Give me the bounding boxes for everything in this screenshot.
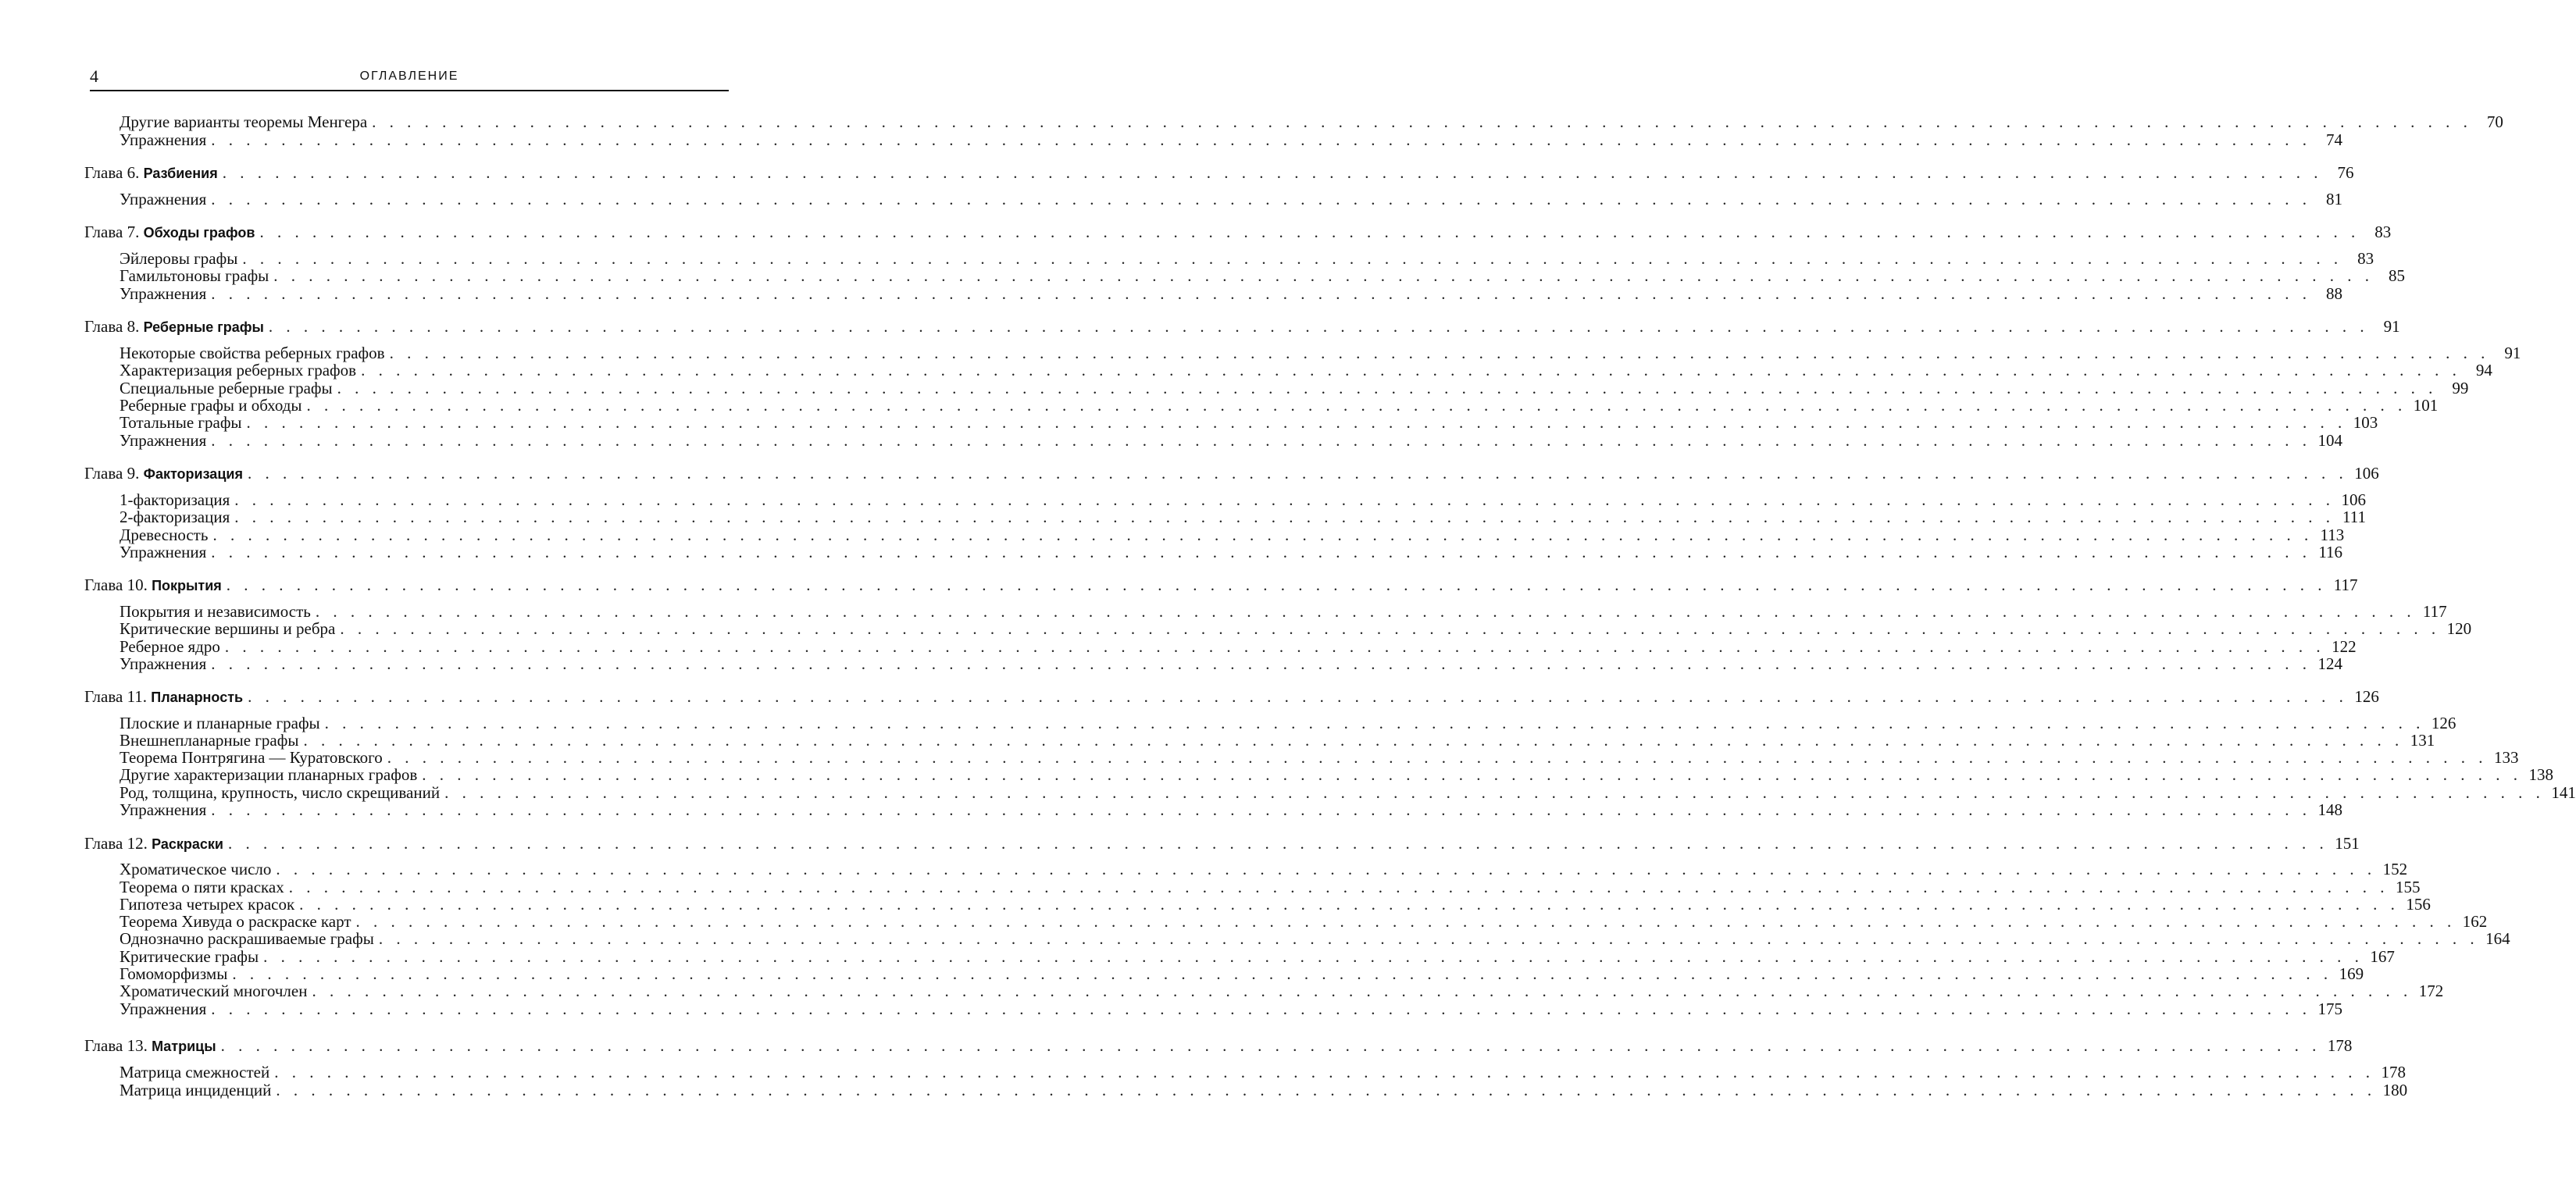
toc-section-entry (120, 1081, 2408, 1099)
dot-leader: . . . . . . . . . . . . . . . . . . . . . . . . . . . . . . . . . . . . . . . . . . . . . . . . . . . . . . . . . . . . . . . . . . . . . . . . . . . . . . . . . . . . . . . . . . . . . . . . . . . . . . . . . . . . . . . . . . . . . . . . (226, 575, 2327, 594)
toc-entry-label: Упражнения (120, 654, 207, 673)
toc-page-number: 178 (2327, 1036, 2353, 1055)
toc-section-entry (120, 783, 2576, 802)
toc-entry-label: Теорема Хивуда о раскраске карт (120, 912, 351, 931)
toc-section-entry (120, 344, 2521, 362)
toc-section-entry (120, 860, 2408, 878)
toc-page-number: 70 (2486, 112, 2503, 131)
toc-entry-label: Упражнения (120, 190, 207, 208)
chapter-prefix: Глава 11. (84, 687, 148, 706)
dot-leader: . . . . . . . . . . . . . . . . . . . . . . . . . . . . . . . . . . . . . . . . . . . . . . . . . . . . . . . . . . . . . . . . . . . . . . . . . . . . . . . . . . . . . . . . . . . . . . . . . . . . . . . . . . . . . . . . . . . . . . . . (315, 602, 2416, 621)
dot-leader: . . . . . . . . . . . . . . . . . . . . . . . . . . . . . . . . . . . . . . . . . . . . . . . . . . . . . . . . . . . . . . . . . . . . . . . . . . . . . . . . . . . . . . . . . . . . . . . . . . . . . . . . . . . . . . . . . . . . . . . . (211, 543, 2312, 561)
chapter-title: Раскраски (152, 836, 223, 852)
dot-leader: . . . . . . . . . . . . . . . . . . . . . . . . . . . . . . . . . . . . . . . . . . . . . . . . . . . . . . . . . . . . . . . . . . . . . . . . . . . . . . . . . . . . . . . . . . . . . . . . . . . . . . . . . . . . . . . . . . . . . . . . (276, 1081, 2377, 1099)
toc-section-entry (120, 895, 2431, 914)
dot-leader: . . . . . . . . . . . . . . . . . . . . . . . . . . . . . . . . . . . . . . . . . . . . . . . . . . . . . . . . . . . . . . . . . . . . . . . . . . . . . . . . . . . . . . . . . . . . . . . . . . . . . . . . . . . . . . . . . . . . . . . . (378, 929, 2479, 948)
toc-entry-label: Внешнепланарные графы (120, 731, 299, 750)
toc-page-number: 124 (2317, 654, 2343, 673)
toc-entry-label: Характеризация реберных графов (120, 361, 357, 379)
toc-entry-label: Хроматический многочлен (120, 982, 308, 1000)
toc-section-entry (120, 490, 2366, 509)
toc-page-number: 94 (2475, 361, 2492, 379)
dot-leader: . . . . . . . . . . . . . . . . . . . . . . . . . . . . . . . . . . . . . . . . . . . . . . . . . . . . . . . . . . . . . . . . . . . . . . . . . . . . . . . . . . . . . . . . . . . . . . . . . . . . . . . . . . . . . . . . . . . . . . . . (227, 834, 2328, 853)
dot-leader: . . . . . . . . . . . . . . . . . . . . . . . . . . . . . . . . . . . . . . . . . . . . . . . . . . . . . . . . . . . . . . . . . . . . . . . . . . . . . . . . . . . . . . . . . . . . . . . . . . . . . . . . . . . . . . . . . . . . . . . . (303, 731, 2404, 750)
dot-leader: . . . . . . . . . . . . . . . . . . . . . . . . . . . . . . . . . . . . . . . . . . . . . . . . . . . . . . . . . . . . . . . . . . . . . . . . . . . . . . . . . . . . . . . . . . . . . . . . . . . . . . . . . . . . . . . . . . . . . . . . (340, 619, 2441, 638)
dot-leader: . . . . . . . . . . . . . . . . . . . . . . . . . . . . . . . . . . . . . . . . . . . . . . . . . . . . . . . . . . . . . . . . . . . . . . . . . . . . . . . . . . . . . . . . . . . . . . . . . . . . . . . . . . . . . . . . . . . . . . . . (246, 413, 2347, 432)
chapter-title: Разбиения (143, 166, 218, 181)
dot-leader: . . . . . . . . . . . . . . . . . . . . . . . . . . . . . . . . . . . . . . . . . . . . . . . . . . . . . . . . . . . . . . . . . . . . . . . . . . . . . . . . . . . . . . . . . . . . . . . . . . . . . . . . . . . . . . . . . . . . . . . . (211, 431, 2312, 450)
toc-entry-label: Матрица инциденций (120, 1081, 272, 1099)
toc-page-number: 126 (2431, 714, 2456, 732)
toc-entry-label: Другие характеризации планарных графов (120, 765, 418, 784)
toc-page-number: 141 (2551, 783, 2576, 802)
dot-leader: . . . . . . . . . . . . . . . . . . . . . . . . . . . . . . . . . . . . . . . . . . . . . . . . . . . . . . . . . . . . . . . . . . . . . . . . . . . . . . . . . . . . . . . . . . . . . . . . . . . . . . . . . . . . . . . . . . . . . . . . (242, 249, 2343, 268)
dot-leader: . . . . . . . . . . . . . . . . . . . . . . . . . . . . . . . . . . . . . . . . . . . . . . . . . . . . . . . . . . . . . . . . . . . . . . . . . . . . . . . . . . . . . . . . . . . . . . . . . . . . . . . . . . . . . . . . . . . . . . . . (211, 999, 2312, 1018)
chapter-prefix: Глава 6. (84, 163, 140, 182)
toc-entry-label: Гипотеза четырех красок (120, 895, 295, 914)
toc-entry-label: Матрица смежностей (120, 1063, 270, 1081)
toc-page-number: 175 (2317, 999, 2343, 1018)
dot-leader: . . . . . . . . . . . . . . . . . . . . . . . . . . . . . . . . . . . . . . . . . . . . . . . . . . . . . . . . . . . . . . . . . . . . . . . . . . . . . . . . . . . . . . . . . . . . . . . . . . . . . . . . . . . . . . . . . . . . . . . . (263, 947, 2364, 966)
toc-entry-label: Реберное ядро (120, 637, 220, 656)
dot-leader: . . . . . . . . . . . . . . . . . . . . . . . . . . . . . . . . . . . . . . . . . . . . . . . . . . . . . . . . . . . . . . . . . . . . . . . . . . . . . . . . . . . . . . . . . . . . . . . . . . . . . . . . . . . . . . . . . . . . . . . . (361, 361, 2461, 379)
toc-section-entry (120, 508, 2366, 526)
toc-page-number: 164 (2485, 929, 2510, 948)
toc-entry-label: Упражнения (120, 800, 207, 819)
toc-chapter-entry (84, 1036, 2353, 1055)
toc-page-number: 126 (2354, 687, 2379, 706)
toc-section-entry (120, 731, 2435, 750)
dot-leader: . . . . . . . . . . . . . . . . . . . . . . . . . . . . . . . . . . . . . . . . . . . . . . . . . . . . . . . . . . . . . . . . . . . . . . . . . . . . . . . . . . . . . . . . . . . . . . . . . . . . . . . . . . . . . . . . . . . . . . . . (248, 687, 2348, 706)
toc-page-number: 99 (2452, 379, 2469, 397)
dot-leader: . . . . . . . . . . . . . . . . . . . . . . . . . . . . . . . . . . . . . . . . . . . . . . . . . . . . . . . . . . . . . . . . . . . . . . . . . . . . . . . . . . . . . . . . . . . . . . . . . . . . . . . . . . . . . . . . . . . . . . . . (224, 637, 2325, 656)
chapter-prefix: Глава 9. (84, 464, 140, 483)
toc-entry-label (84, 1036, 216, 1056)
toc-entry-label: Упражнения (120, 543, 207, 561)
toc-page-number: 88 (2326, 284, 2343, 303)
toc-entry-label: Упражнения (120, 284, 207, 303)
toc-entry-label: Упражнения (120, 130, 207, 149)
dot-leader: . . . . . . . . . . . . . . . . . . . . . . . . . . . . . . . . . . . . . . . . . . . . . . . . . . . . . . . . . . . . . . . . . . . . . . . . . . . . . . . . . . . . . . . . . . . . . . . . . . . . . . . . . . . . . . . . . . . . . . . . (259, 223, 2360, 241)
dot-leader: . . . . . . . . . . . . . . . . . . . . . . . . . . . . . . . . . . . . . . . . . . . . . . . . . . . . . . . . . . . . . . . . . . . . . . . . . . . . . . . . . . . . . . . . . . . . . . . . . . . . . . . . . . . . . . . . . . . . . . . . (372, 112, 2472, 131)
dot-leader: . . . . . . . . . . . . . . . . . . . . . . . . . . . . . . . . . . . . . . . . . . . . . . . . . . . . . . . . . . . . . . . . . . . . . . . . . . . . . . . . . . . . . . . . . . . . . . . . . . . . . . . . . . . . . . . . . . . . . . . . (212, 526, 2314, 544)
toc-section-entry (120, 999, 2343, 1018)
toc-entry-label: 1-факторизация (120, 490, 230, 509)
toc-section-entry (120, 431, 2343, 450)
toc-entry-label: Покрытия и независимость (120, 602, 311, 621)
toc-section-entry (120, 396, 2439, 415)
toc-page-number: 74 (2326, 130, 2343, 149)
toc-page-number: 104 (2317, 431, 2343, 450)
toc-page-number: 85 (2389, 266, 2406, 285)
dot-leader: . . . . . . . . . . . . . . . . . . . . . . . . . . . . . . . . . . . . . . . . . . . . . . . . . . . . . . . . . . . . . . . . . . . . . . . . . . . . . . . . . . . . . . . . . . . . . . . . . . . . . . . . . . . . . . . . . . . . . . . . (288, 878, 2389, 896)
toc-page-number: 131 (2410, 731, 2435, 750)
toc-section-entry (120, 654, 2343, 673)
toc-page-number: 91 (2383, 317, 2400, 336)
toc-section-entry (120, 912, 2488, 931)
toc-page-number: 81 (2326, 190, 2343, 208)
toc-page-number: 111 (2342, 508, 2366, 526)
toc-entry-label: Древесность (120, 526, 209, 544)
toc-chapter-entry (84, 464, 2379, 483)
toc-page-number: 113 (2320, 526, 2345, 544)
toc-page-number: 178 (2381, 1063, 2406, 1081)
toc-section-entry (120, 266, 2406, 285)
dot-leader: . . . . . . . . . . . . . . . . . . . . . . . . . . . . . . . . . . . . . . . . . . . . . . . . . . . . . . . . . . . . . . . . . . . . . . . . . . . . . . . . . . . . . . . . . . . . . . . . . . . . . . . . . . . . . . . . . . . . . . . . (389, 344, 2490, 362)
toc-entry-label (84, 834, 223, 853)
toc-entry-label (84, 464, 243, 483)
toc-entry-label: Гомоморфизмы (120, 964, 228, 983)
toc-page-number: 180 (2382, 1081, 2408, 1099)
toc-entry-label: Другие варианты теоремы Менгера (120, 112, 368, 131)
toc-page-number: 133 (2494, 748, 2519, 767)
toc-entry-label: Критические вершины и ребра (120, 619, 336, 638)
toc-entry-label (84, 163, 218, 183)
dot-leader: . . . . . . . . . . . . . . . . . . . . . . . . . . . . . . . . . . . . . . . . . . . . . . . . . . . . . . . . . . . . . . . . . . . . . . . . . . . . . . . . . . . . . . . . . . . . . . . . . . . . . . . . . . . . . . . . . . . . . . . . (211, 190, 2312, 208)
toc-section-entry (120, 526, 2345, 544)
toc-section-entry (120, 543, 2343, 561)
toc-entry-label: Плоские и планарные графы (120, 714, 320, 732)
dot-leader: . . . . . . . . . . . . . . . . . . . . . . . . . . . . . . . . . . . . . . . . . . . . . . . . . . . . . . . . . . . . . . . . . . . . . . . . . . . . . . . . . . . . . . . . . . . . . . . . . . . . . . . . . . . . . . . . . . . . . . . . (211, 654, 2312, 673)
toc-entry-label: Однозначно раскрашиваемые графы (120, 929, 374, 948)
toc-entry-label: Некоторые свойства реберных графов (120, 344, 385, 362)
dot-leader: . . . . . . . . . . . . . . . . . . . . . . . . . . . . . . . . . . . . . . . . . . . . . . . . . . . . . . . . . . . . . . . . . . . . . . . . . . . . . . . . . . . . . . . . . . . . . . . . . . . . . . . . . . . . . . . . . . . . . . . . (268, 317, 2369, 336)
toc-section-entry (120, 765, 2553, 784)
dot-leader: . . . . . . . . . . . . . . . . . . . . . . . . . . . . . . . . . . . . . . . . . . . . . . . . . . . . . . . . . . . . . . . . . . . . . . . . . . . . . . . . . . . . . . . . . . . . . . . . . . . . . . . . . . . . . . . . . . . . . . . . (387, 748, 2488, 767)
toc-section-entry (120, 1063, 2406, 1081)
dot-leader: . . . . . . . . . . . . . . . . . . . . . . . . . . . . . . . . . . . . . . . . . . . . . . . . . . . . . . . . . . . . . . . . . . . . . . . . . . . . . . . . . . . . . . . . . . . . . . . . . . . . . . . . . . . . . . . . . . . . . . . . (232, 964, 2333, 983)
chapter-title: Обходы графов (143, 225, 255, 241)
toc-section-entry (120, 413, 2378, 432)
chapter-title: Факторизация (143, 466, 243, 482)
dot-leader: . . . . . . . . . . . . . . . . . . . . . . . . . . . . . . . . . . . . . . . . . . . . . . . . . . . . . . . . . . . . . . . . . . . . . . . . . . . . . . . . . . . . . . . . . . . . . . . . . . . . . . . . . . . . . . . . . . . . . . . . (247, 464, 2348, 483)
toc-entry-label: Упражнения (120, 431, 207, 450)
chapter-prefix: Глава 13. (84, 1036, 148, 1055)
chapter-prefix: Глава 10. (84, 575, 148, 594)
toc-section-entry (120, 130, 2343, 149)
toc-chapter-entry (84, 687, 2379, 706)
toc-page-number: 83 (2357, 249, 2374, 268)
toc-page-number: 117 (2422, 602, 2447, 621)
toc-chapter-entry (84, 575, 2358, 594)
toc-page-number: 156 (2406, 895, 2431, 914)
toc-page-number: 103 (2353, 413, 2378, 432)
toc-entry-label: Хроматическое число (120, 860, 272, 878)
toc-page-number: 122 (2332, 637, 2357, 656)
running-title: ОГЛАВЛЕНИЕ (359, 69, 459, 83)
dot-leader: . . . . . . . . . . . . . . . . . . . . . . . . . . . . . . . . . . . . . . . . . . . . . . . . . . . . . . . . . . . . . . . . . . . . . . . . . . . . . . . . . . . . . . . . . . . . . . . . . . . . . . . . . . . . . . . . . . . . . . . . (276, 860, 2377, 878)
toc-entry-label (84, 317, 264, 337)
toc-entry-label: Гамильтоновы графы (120, 266, 269, 285)
toc-section-entry (120, 361, 2492, 379)
toc-entry-label: Специальные реберные графы (120, 379, 333, 397)
chapter-title: Реберные графы (143, 319, 264, 335)
dot-leader: . . . . . . . . . . . . . . . . . . . . . . . . . . . . . . . . . . . . . . . . . . . . . . . . . . . . . . . . . . . . . . . . . . . . . . . . . . . . . . . . . . . . . . . . . . . . . . . . . . . . . . . . . . . . . . . . . . . . . . . . (324, 714, 2425, 732)
toc-page-number: 116 (2318, 543, 2343, 561)
toc-section-entry (120, 982, 2444, 1000)
toc-page-number: 76 (2337, 163, 2354, 182)
toc-section-entry (120, 619, 2472, 638)
toc-entry-label: Упражнения (120, 999, 207, 1018)
toc-entry-label (84, 687, 243, 707)
toc-entry-label: Теорема о пяти красках (120, 878, 284, 896)
toc-page-number: 167 (2370, 947, 2395, 966)
dot-leader: . . . . . . . . . . . . . . . . . . . . . . . . . . . . . . . . . . . . . . . . . . . . . . . . . . . . . . . . . . . . . . . . . . . . . . . . . . . . . . . . . . . . . . . . . . . . . . . . . . . . . . . . . . . . . . . . . . . . . . . . (299, 895, 2399, 914)
toc-entry-label (84, 575, 222, 595)
toc-section-entry (120, 947, 2395, 966)
toc-section-entry (120, 379, 2469, 397)
toc-chapter-entry (84, 317, 2400, 336)
toc-section-entry (120, 284, 2343, 303)
chapter-prefix: Глава 7. (84, 223, 140, 241)
page-number: 4 (90, 66, 98, 86)
chapter-prefix: Глава 12. (84, 834, 148, 853)
toc-page-number: 138 (2528, 765, 2553, 784)
toc-section-entry (120, 249, 2374, 268)
dot-leader: . . . . . . . . . . . . . . . . . . . . . . . . . . . . . . . . . . . . . . . . . . . . . . . . . . . . . . . . . . . . . . . . . . . . . . . . . . . . . . . . . . . . . . . . . . . . . . . . . . . . . . . . . . . . . . . . . . . . . . . . (222, 163, 2323, 182)
toc-page-number: 155 (2396, 878, 2421, 896)
toc-entry-label: 2-факторизация (120, 508, 230, 526)
toc-chapter-entry (84, 834, 2360, 853)
toc-section-entry (120, 878, 2421, 896)
toc-entry-label: Тотальные графы (120, 413, 242, 432)
toc-entry-label: Род, толщина, крупность, число скрещиваний (120, 783, 441, 802)
dot-leader: . . . . . . . . . . . . . . . . . . . . . . . . . . . . . . . . . . . . . . . . . . . . . . . . . . . . . . . . . . . . . . . . . . . . . . . . . . . . . . . . . . . . . . . . . . . . . . . . . . . . . . . . . . . . . . . . . . . . . . . . (211, 284, 2312, 303)
dot-leader: . . . . . . . . . . . . . . . . . . . . . . . . . . . . . . . . . . . . . . . . . . . . . . . . . . . . . . . . . . . . . . . . . . . . . . . . . . . . . . . . . . . . . . . . . . . . . . . . . . . . . . . . . . . . . . . . . . . . . . . . (234, 490, 2335, 509)
toc-entry-label: Критические графы (120, 947, 259, 966)
toc-entry-label: Эйлеровы графы (120, 249, 238, 268)
dot-leader: . . . . . . . . . . . . . . . . . . . . . . . . . . . . . . . . . . . . . . . . . . . . . . . . . . . . . . . . . . . . . . . . . . . . . . . . . . . . . . . . . . . . . . . . . . . . . . . . . . . . . . . . . . . . . . . . . . . . . . . . (312, 982, 2413, 1000)
toc-section-entry (120, 602, 2447, 621)
toc-page-number: 106 (2341, 490, 2366, 509)
toc-section-entry (120, 190, 2343, 208)
toc-section-entry (120, 637, 2357, 656)
toc-page-number: 106 (2354, 464, 2379, 483)
chapter-title: Планарность (151, 689, 244, 705)
dot-leader: . . . . . . . . . . . . . . . . . . . . . . . . . . . . . . . . . . . . . . . . . . . . . . . . . . . . . . . . . . . . . . . . . . . . . . . . . . . . . . . . . . . . . . . . . . . . . . . . . . . . . . . . . . . . . . . . . . . . . . . . (211, 800, 2312, 819)
dot-leader: . . . . . . . . . . . . . . . . . . . . . . . . . . . . . . . . . . . . . . . . . . . . . . . . . . . . . . . . . . . . . . . . . . . . . . . . . . . . . . . . . . . . . . . . . . . . . . . . . . . . . . . . . . . . . . . . . . . . . . . . (444, 783, 2545, 802)
dot-leader: . . . . . . . . . . . . . . . . . . . . . . . . . . . . . . . . . . . . . . . . . . . . . . . . . . . . . . . . . . . . . . . . . . . . . . . . . . . . . . . . . . . . . . . . . . . . . . . . . . . . . . . . . . . . . . . . . . . . . . . . (274, 1063, 2374, 1081)
chapter-title: Матрицы (152, 1039, 216, 1054)
toc-section-entry (120, 714, 2456, 732)
toc-chapter-entry (84, 223, 2392, 241)
toc-chapter-entry (84, 163, 2354, 182)
chapter-title: Покрытия (152, 578, 222, 593)
toc-page-number: 120 (2446, 619, 2472, 638)
toc-page-number: 151 (2335, 834, 2360, 853)
toc-section-entry (120, 748, 2519, 767)
toc-page-number: 162 (2462, 912, 2488, 931)
toc-page-number: 152 (2382, 860, 2408, 878)
toc-entry-label: Теорема Понтрягина — Куратовского (120, 748, 383, 767)
toc-page-number: 117 (2333, 575, 2358, 594)
toc-page-number: 172 (2418, 982, 2444, 1000)
toc-page-number: 169 (2339, 964, 2364, 983)
toc-entry-label (84, 223, 255, 242)
dot-leader: . . . . . . . . . . . . . . . . . . . . . . . . . . . . . . . . . . . . . . . . . . . . . . . . . . . . . . . . . . . . . . . . . . . . . . . . . . . . . . . . . . . . . . . . . . . . . . . . . . . . . . . . . . . . . . . . . . . . . . . . (306, 396, 2407, 415)
toc-page-number: 148 (2317, 800, 2343, 819)
toc-page-number: 101 (2413, 396, 2439, 415)
dot-leader: . . . . . . . . . . . . . . . . . . . . . . . . . . . . . . . . . . . . . . . . . . . . . . . . . . . . . . . . . . . . . . . . . . . . . . . . . . . . . . . . . . . . . . . . . . . . . . . . . . . . . . . . . . . . . . . . . . . . . . . . (234, 508, 2335, 526)
dot-leader: . . . . . . . . . . . . . . . . . . . . . . . . . . . . . . . . . . . . . . . . . . . . . . . . . . . . . . . . . . . . . . . . . . . . . . . . . . . . . . . . . . . . . . . . . . . . . . . . . . . . . . . . . . . . . . . . . . . . . . . . (273, 266, 2374, 285)
toc-section-entry (120, 964, 2364, 983)
toc-section-entry (120, 929, 2510, 948)
chapter-prefix: Глава 8. (84, 317, 140, 336)
dot-leader: . . . . . . . . . . . . . . . . . . . . . . . . . . . . . . . . . . . . . . . . . . . . . . . . . . . . . . . . . . . . . . . . . . . . . . . . . . . . . . . . . . . . . . . . . . . . . . . . . . . . . . . . . . . . . . . . . . . . . . . . (422, 765, 2522, 784)
toc-section-entry (120, 112, 2503, 131)
dot-leader: . . . . . . . . . . . . . . . . . . . . . . . . . . . . . . . . . . . . . . . . . . . . . . . . . . . . . . . . . . . . . . . . . . . . . . . . . . . . . . . . . . . . . . . . . . . . . . . . . . . . . . . . . . . . . . . . . . . . . . . . (355, 912, 2456, 931)
toc-page-number: 83 (2374, 223, 2392, 241)
toc-page-number: 91 (2504, 344, 2521, 362)
dot-leader: . . . . . . . . . . . . . . . . . . . . . . . . . . . . . . . . . . . . . . . . . . . . . . . . . . . . . . . . . . . . . . . . . . . . . . . . . . . . . . . . . . . . . . . . . . . . . . . . . . . . . . . . . . . . . . . . . . . . . . . . (220, 1036, 2321, 1055)
toc-section-entry (120, 800, 2343, 819)
dot-leader: . . . . . . . . . . . . . . . . . . . . . . . . . . . . . . . . . . . . . . . . . . . . . . . . . . . . . . . . . . . . . . . . . . . . . . . . . . . . . . . . . . . . . . . . . . . . . . . . . . . . . . . . . . . . . . . . . . . . . . . . (211, 130, 2312, 149)
toc-entry-label: Реберные графы и обходы (120, 396, 302, 415)
dot-leader: . . . . . . . . . . . . . . . . . . . . . . . . . . . . . . . . . . . . . . . . . . . . . . . . . . . . . . . . . . . . . . . . . . . . . . . . . . . . . . . . . . . . . . . . . . . . . . . . . . . . . . . . . . . . . . . . . . . . . . . . (337, 379, 2438, 397)
